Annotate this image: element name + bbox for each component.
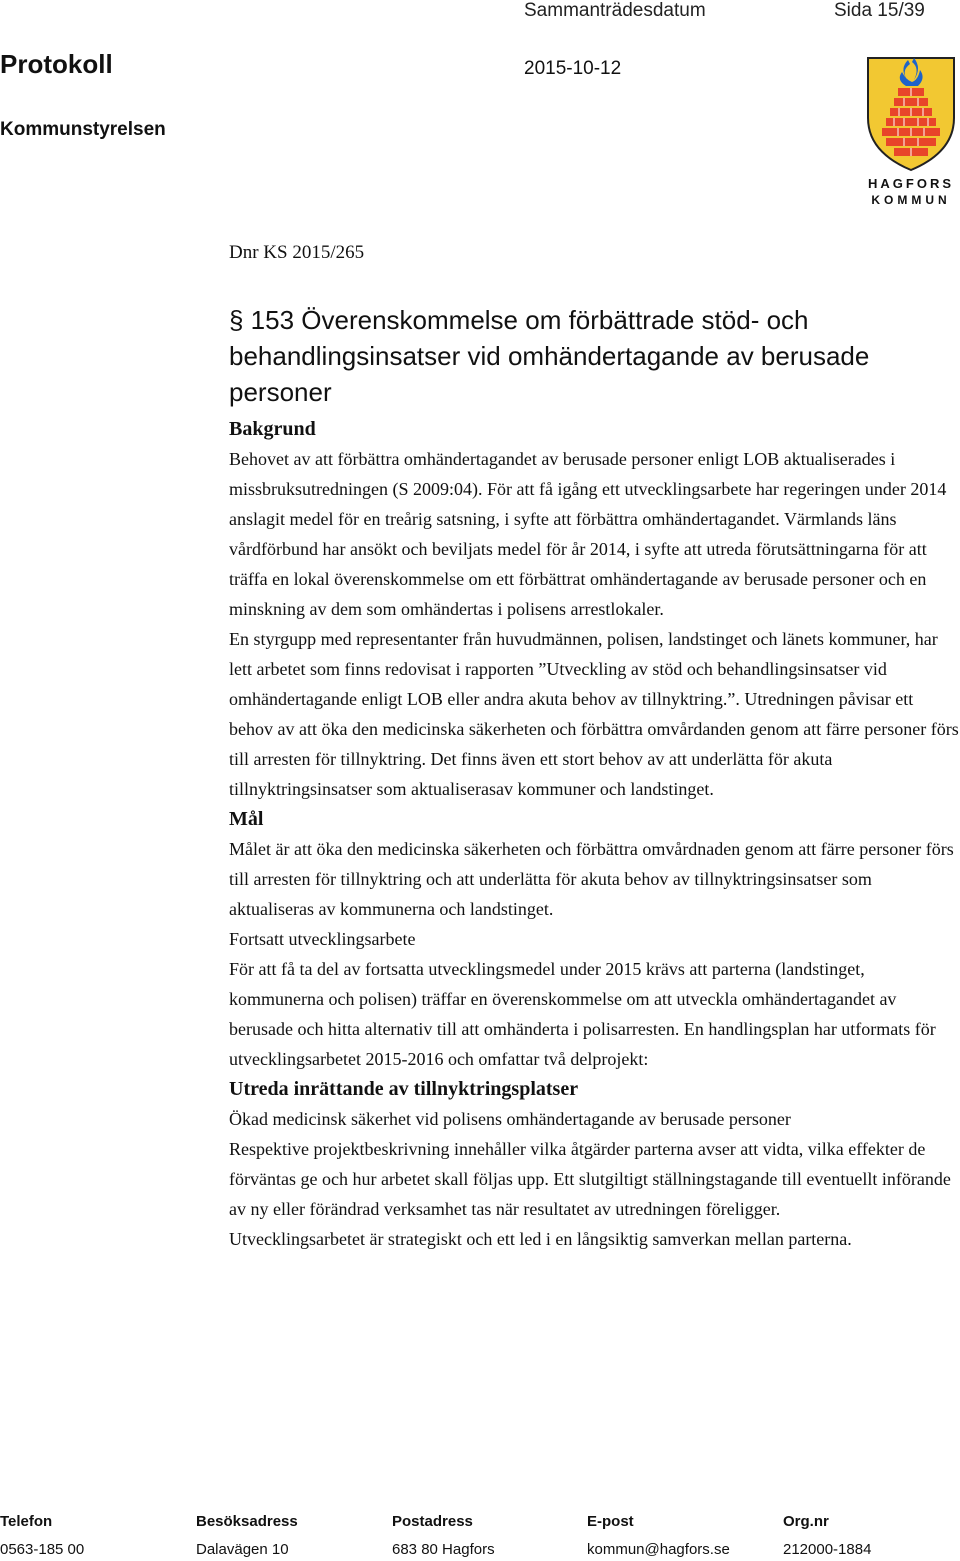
footer-label: Postadress	[392, 1513, 473, 1530]
footer-value: 683 80 Hagfors	[392, 1541, 495, 1558]
paragraph: Fortsatt utvecklingsarbete	[229, 929, 416, 949]
paragraph: Ökad medicinsk säkerhet vid polisens omhändertagande av berusade personer	[229, 1109, 791, 1129]
footer-label: Besöksadress	[196, 1513, 298, 1530]
page-number: Sida 15/39	[834, 0, 925, 21]
paragraph: Behovet av att förbättra omhändertagandet av berusade personer enligt LOB aktualiserades i missbruksutredningen (S 2009:04). För att få igång ett utvecklingsarbete har regeringen under 2014 anslagit medel för en treårig satsning, i syfte att förbättra omhändertagandet. Värmlands läns vårdförbund har ansökt och beviljats medel för år 2014, i syfte att utreda förutsättningarna för att träffa en lokal överenskommelse om ett förbättrat omhändertagande av berusade personer och en minskning av dem som omhändertas i polisens arrestlokaler.	[229, 449, 947, 619]
footer-value: 212000-1884	[783, 1541, 872, 1558]
hagfors-logo-graphic	[862, 56, 960, 208]
footer-postal-address	[392, 1512, 495, 1560]
document-blocks	[229, 414, 959, 1254]
footer-phone	[0, 1512, 84, 1560]
section-heading: Bakgrund	[229, 418, 316, 440]
document-body	[229, 238, 959, 1254]
logo-text-bottom: KOMMUN	[871, 193, 951, 207]
footer-org-number	[783, 1512, 871, 1560]
footer-visit-address	[196, 1512, 298, 1560]
paragraph: Utvecklingsarbetet är strategiskt och ett led i en långsiktig samverkan mellan parterna.	[229, 1229, 852, 1249]
footer-value: Dalavägen 10	[196, 1541, 289, 1558]
logo-text-top: HAGFORS	[868, 176, 954, 191]
section-heading: Utreda inrättande av tillnyktringsplatser	[229, 1078, 579, 1100]
footer-value: 0563-185 00	[0, 1541, 85, 1558]
footer-email	[587, 1512, 730, 1560]
committee-name: Kommunstyrelsen	[0, 119, 166, 140]
section-heading: Mål	[229, 808, 264, 830]
paragraph: Målet är att öka den medicinska säkerheten och förbättra omvårdnaden genom att färre personer förs till arresten för tillnyktring och att underlätta för akuta behov av tillnyktringsinsatser som aktualiseras av kommunerna och landstinget.	[229, 839, 954, 919]
meeting-date: 2015-10-12	[524, 58, 622, 79]
footer-label: E-post	[587, 1513, 634, 1530]
footer-label: Org.nr	[783, 1513, 829, 1530]
diary-number: Dnr KS 2015/265	[229, 242, 365, 263]
protocol-heading: Protokoll	[0, 49, 113, 79]
footer-email-value[interactable]: kommun@hagfors.se	[587, 1541, 730, 1558]
paragraph: Respektive projektbeskrivning innehåller vilka åtgärder parterna avser att vidta, vilka effekter de förväntas ge och hur arbetet skall följas upp. Ett slutgiltigt ställningstagande till eventuellt införande av ny eller förändrad verksamhet tas när resultatet av utredningen föreligger.	[229, 1139, 951, 1219]
paragraph: För att få ta del av fortsatta utvecklingsmedel under 2015 krävs att parterna (landstinget, kommunerna och polisen) träffar en överenskommelse om att utveckla omhändertagandet av berusade och hitta alternativ till att omhänderta i polisarresten. En handlingsplan har utformats för utvecklingsarbetet 2015-2016 och omfattar två delprojekt:	[229, 959, 936, 1069]
footer-label: Telefon	[0, 1513, 53, 1530]
section-title: § 153 Överenskommelse om förbättrade stöd- och behandlingsinsatser vid omhändertagande av berusade personer	[229, 305, 870, 407]
meeting-date-label: Sammanträdesdatum	[524, 0, 706, 21]
paragraph: En styrgupp med representanter från huvudmännen, polisen, landstinget och länets kommuner, har lett arbetet som finns redovisat i rapporten ”Utveckling av stöd och behandlingsinsatser vid omhändertagande enligt LOB eller andra akuta behov av tillnyktring.”. Utredningen påvisar ett behov av att öka den medicinska säkerheten och förbättra omvårdanden genom att färre personer förs till arresten för tillnyktring. Det finns även ett stort behov av att underlätta för akuta tillnyktringsinsatser som aktualiserasav kommuner och landstinget.	[229, 629, 959, 799]
hagfors-kommun-logo	[862, 56, 960, 208]
